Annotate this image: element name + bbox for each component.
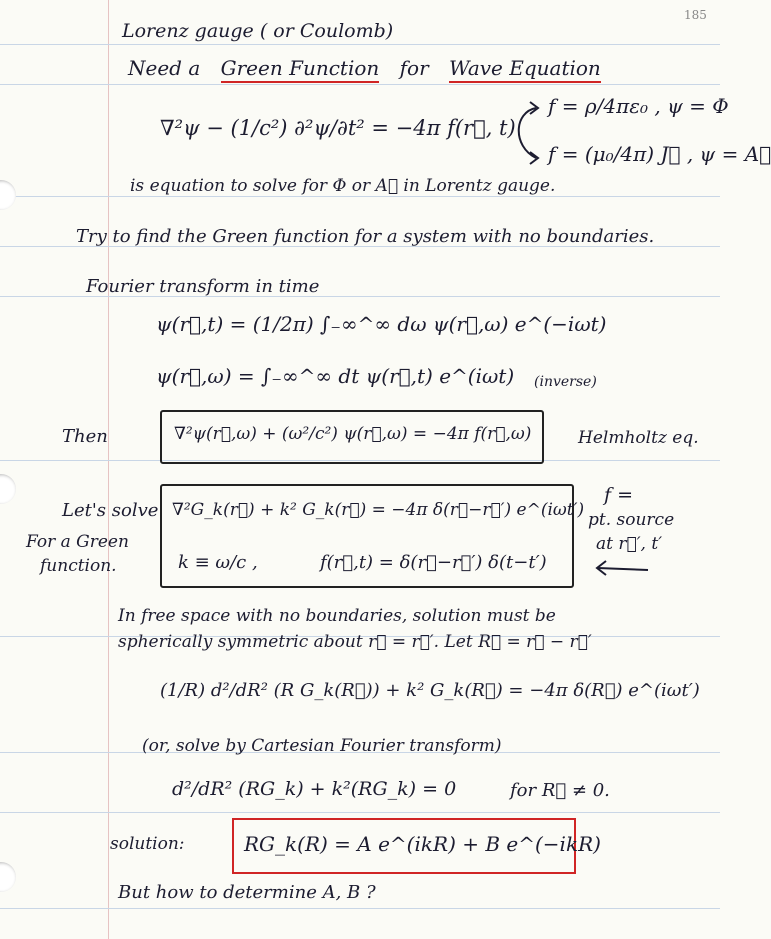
binder-hole <box>0 180 16 210</box>
at-r-label: at r⃗′, t′ <box>596 534 663 554</box>
arrow-shaft <box>598 568 648 570</box>
need-text: Need a <box>128 56 201 80</box>
lets-solve-label: Let's solve <box>62 500 159 521</box>
solution-equation: RG_k(R) = A e^(ikR) + B e^(−ikR) <box>244 832 601 856</box>
solution-label: solution: <box>110 834 185 854</box>
ode-condition: for R⃗ ≠ 0. <box>510 780 610 801</box>
helmholtz-equation: ∇²ψ(r⃗,ω) + (ω²/c²) ψ(r⃗,ω) = −4π f(r⃗,ω) <box>174 424 532 444</box>
question-line: But how to determine A, B ? <box>118 882 376 903</box>
case-scalar-potential: f = ρ/4πε₀ , ψ = Φ <box>548 94 729 118</box>
for-text: for <box>399 56 429 80</box>
inverse-transform-eq: ψ(r⃗,ω) = ∫₋∞^∞ dt ψ(r⃗,t) e^(iωt) <box>156 364 515 388</box>
for-green-label: For a Green <box>26 532 129 552</box>
k-definition: k ≡ ω/c , <box>178 552 258 573</box>
radial-equation: (1/R) d²/dR² (R G_k(R⃗)) + k² G_k(R⃗) = −4π δ(R⃗) e^(iωt′) <box>160 680 700 701</box>
pointer-arrow <box>592 556 652 580</box>
inverse-label: (inverse) <box>534 374 597 390</box>
helmholtz-label: Helmholtz eq. <box>578 428 699 448</box>
free-space-line1: In free space with no boundaries, solution must be <box>118 606 556 626</box>
curved-arrow <box>519 108 536 158</box>
source-definition: f(r⃗,t) = δ(r⃗−r⃗′) δ(t−t′) <box>320 552 547 573</box>
gauge-note: Lorenz gauge ( or Coulomb) <box>122 20 394 42</box>
point-source-label: pt. source <box>588 510 675 530</box>
case-vector-potential: f = (μ₀/4π) J⃗ , ψ = A⃗ <box>548 142 771 166</box>
green-function-underlined: Green Function <box>221 56 380 83</box>
binder-hole <box>0 862 16 892</box>
wave-equation-underlined: Wave Equation <box>449 56 601 83</box>
ode-equation: d²/dR² (RG_k) + k²(RG_k) = 0 <box>172 778 457 800</box>
need-line <box>128 56 601 80</box>
then-label: Then <box>62 426 108 447</box>
fourier-line: Fourier transform in time <box>86 276 320 297</box>
ruled-line <box>0 84 720 85</box>
binder-hole <box>0 474 16 504</box>
page-number: 185 <box>684 8 707 22</box>
green-function-equation: ∇²G_k(r⃗) + k² G_k(r⃗) = −4π δ(r⃗−r⃗′) e^(iωt′) <box>172 500 585 520</box>
function-label: function. <box>40 556 117 576</box>
ruled-line <box>0 44 720 45</box>
ruled-line <box>0 908 720 909</box>
ruled-line <box>0 196 720 197</box>
solve-line: is equation to solve for Φ or A⃗ in Lorentz gauge. <box>130 176 556 196</box>
cartesian-note: (or, solve by Cartesian Fourier transform) <box>142 736 502 756</box>
margin-line <box>108 0 109 939</box>
try-line: Try to find the Green function for a system with no boundaries. <box>76 226 655 247</box>
f-equals-label: f = <box>604 484 633 506</box>
fourier-transform-eq: ψ(r⃗,t) = (1/2π) ∫₋∞^∞ dω ψ(r⃗,ω) e^(−iωt) <box>156 312 607 336</box>
ruled-line <box>0 812 720 813</box>
wave-equation: ∇²ψ − (1/c²) ∂²ψ/∂t² = −4π f(r⃗, t) <box>160 116 516 140</box>
free-space-line2: spherically symmetric about r⃗ = r⃗′. Let R⃗ = r⃗ − r⃗′ <box>118 632 592 652</box>
